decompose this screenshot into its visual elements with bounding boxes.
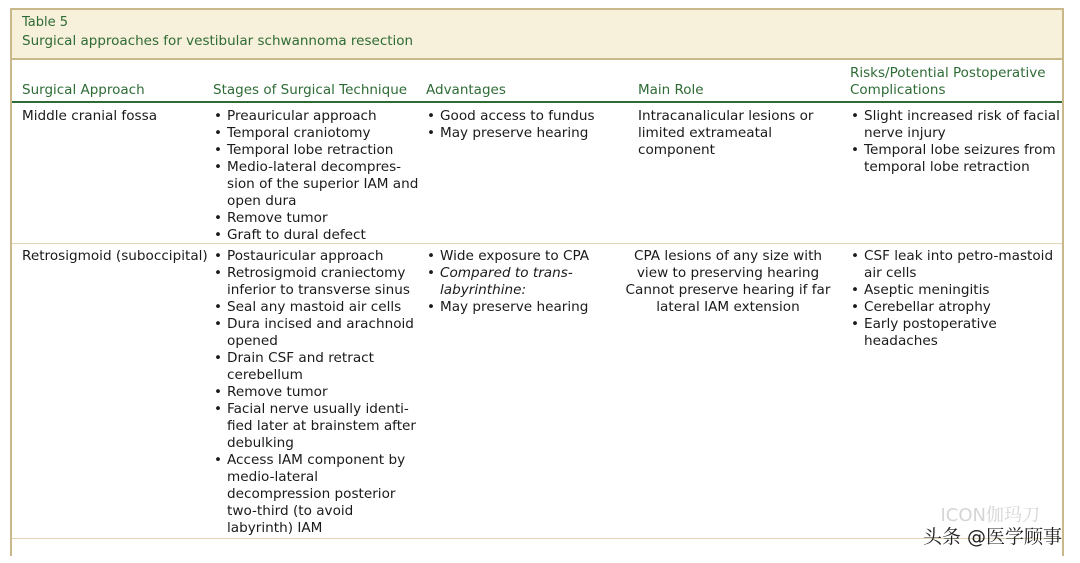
list-item: • Compared to trans-labyrinthine: <box>426 265 601 299</box>
row2-stages-list <box>213 248 421 537</box>
header-rule <box>12 101 1062 103</box>
table-label: Table 5 <box>22 15 69 30</box>
list-item: • Drain CSF and retract cerebellum <box>213 350 421 384</box>
list-item: • Temporal lobe seizures from temporal lobe retraction <box>850 142 1060 176</box>
list-item: • Cerebellar atrophy <box>850 299 1060 316</box>
row2-main-role: CPA lesions of any size with view to preserving hearing Cannot preserve hearing if far lateral IAM extension <box>625 248 831 315</box>
list-item: • Temporal lobe retraction <box>213 142 421 159</box>
table-caption <box>12 10 1062 60</box>
list-item: • Retrosigmoid craniectomy inferior to transverse sinus <box>213 265 421 299</box>
row-divider <box>12 243 1062 244</box>
header-stages: Stages of Surgical Technique <box>213 82 408 98</box>
watermark-faint: ICON伽玛刀 <box>940 505 1040 526</box>
header-advantages: Advantages <box>426 82 506 98</box>
list-item: • Remove tumor <box>213 210 421 227</box>
watermark-text: 头条 @医学顾事 <box>922 526 1062 548</box>
header-risks: Risks/Potential Postoperative Complications <box>850 65 1046 98</box>
list-item: • Early postoperative headaches <box>850 316 1060 350</box>
header-main-role: Main Role <box>638 82 704 98</box>
list-item: • Facial nerve usually identi-fied later at brainstem after debulking <box>213 401 421 452</box>
list-item: • Preauricular approach <box>213 108 421 125</box>
row-divider <box>12 538 1062 539</box>
row2-advantages-list <box>426 248 601 316</box>
row2-approach: Retrosigmoid (suboccipital) <box>22 248 208 264</box>
list-item: • Seal any mastoid air cells <box>213 299 421 316</box>
list-item: • Postauricular approach <box>213 248 421 265</box>
header-approach: Surgical Approach <box>22 82 145 98</box>
list-item: • May preserve hearing <box>426 125 631 142</box>
row1-main-role: Intracanalicular lesions or limited extrameatal component <box>638 108 814 158</box>
row1-risks-list <box>850 108 1060 176</box>
row2-risks-list <box>850 248 1060 350</box>
list-item: • Access IAM component by medio-lateral decompression posterior two-third (to avoid labyrinth) IAM <box>213 452 421 537</box>
list-item: • Medio-lateral decompres-sion of the superior IAM and open dura <box>213 159 421 210</box>
list-item: • Good access to fundus <box>426 108 631 125</box>
row1-approach: Middle cranial fossa <box>22 108 158 124</box>
list-item: • Slight increased risk of facial nerve injury <box>850 108 1060 142</box>
row1-stages-list <box>213 108 421 244</box>
row1-advantages-list <box>426 108 631 142</box>
list-item: • May preserve hearing <box>426 299 601 316</box>
list-item: • Temporal craniotomy <box>213 125 421 142</box>
list-item: • Aseptic meningitis <box>850 282 1060 299</box>
list-item: • Dura incised and arachnoid opened <box>213 316 421 350</box>
list-item: • CSF leak into petro-mastoid air cells <box>850 248 1060 282</box>
list-item: • Graft to dural defect <box>213 227 421 244</box>
list-item: • Remove tumor <box>213 384 421 401</box>
list-item: • Wide exposure to CPA <box>426 248 601 265</box>
table-title: Surgical approaches for vestibular schwannoma resection <box>22 33 414 49</box>
